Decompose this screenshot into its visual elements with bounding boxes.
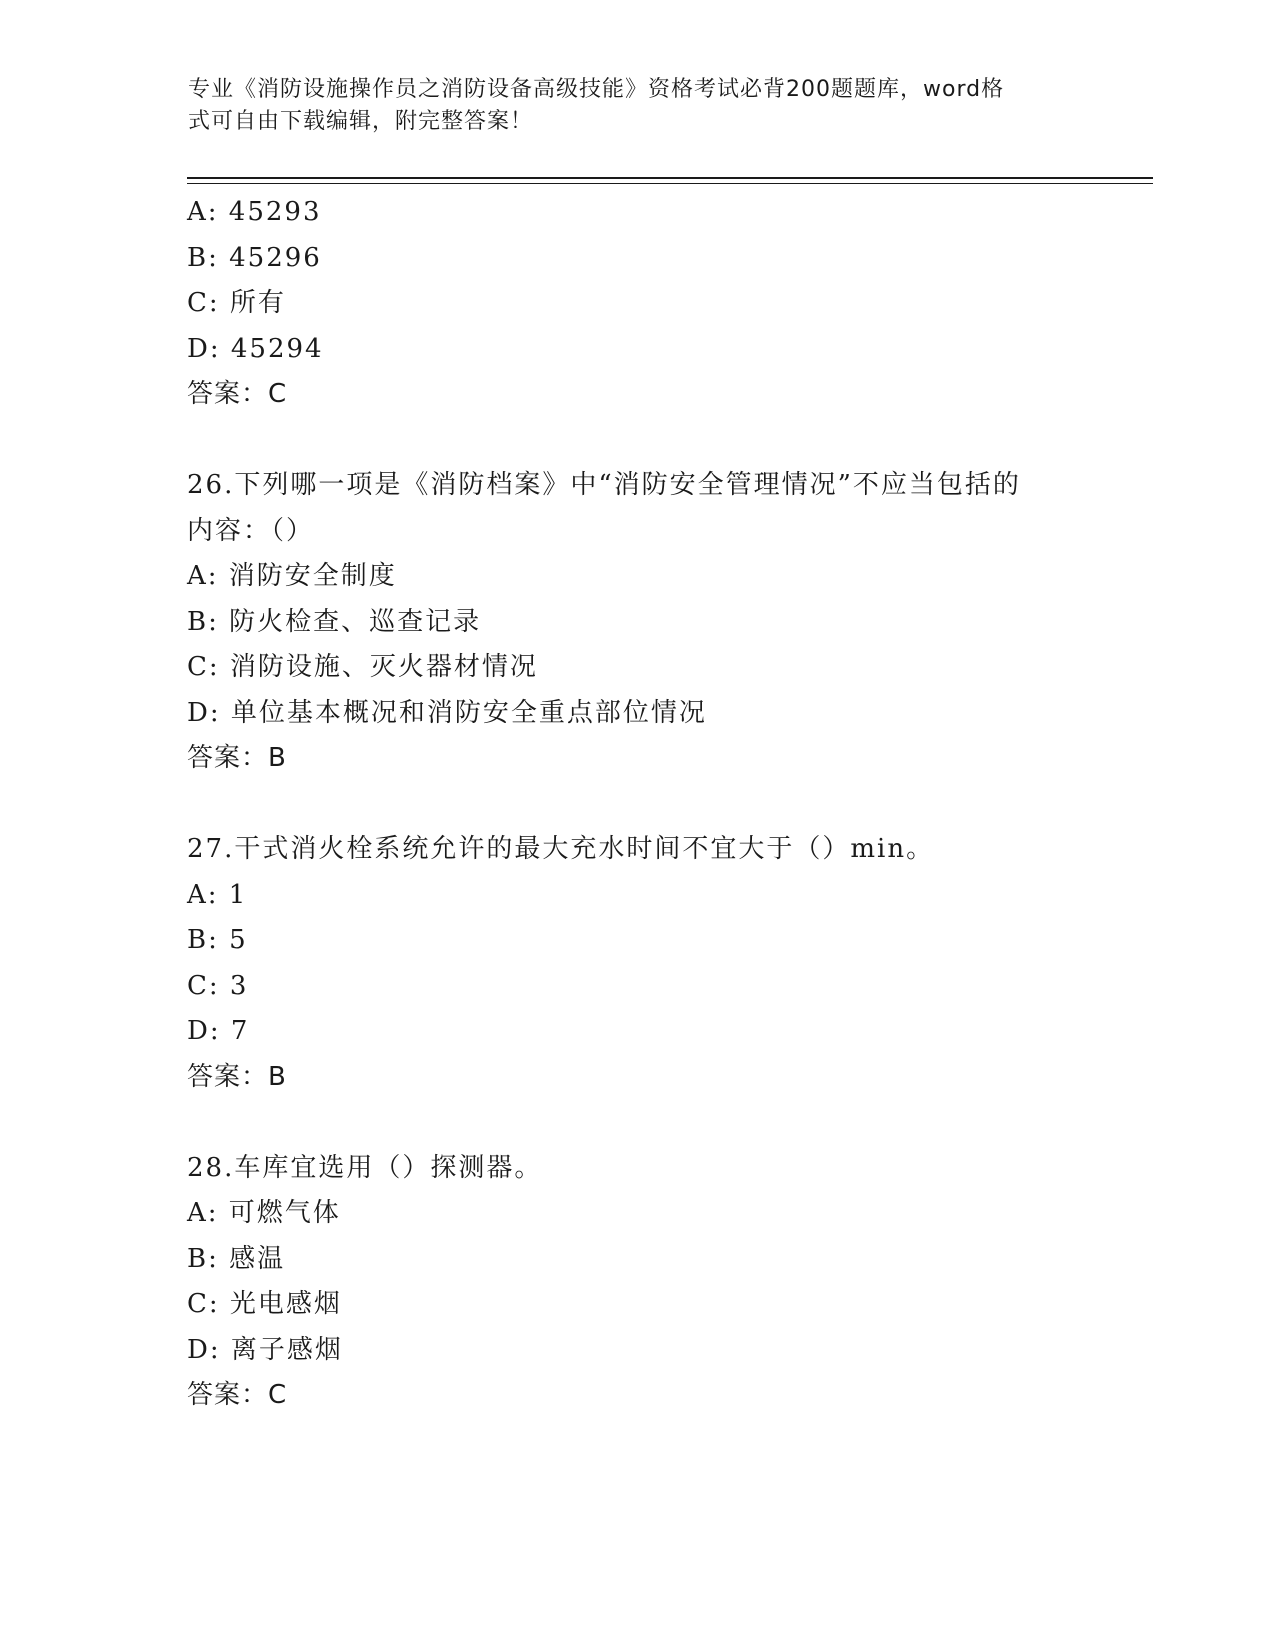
option-b: B: 感温 — [187, 1243, 286, 1274]
spacer — [187, 782, 1087, 828]
answer: 答案：C — [187, 379, 288, 409]
answer: 答案：C — [187, 1380, 288, 1410]
answer: 答案：B — [187, 743, 287, 773]
question-28 — [187, 1146, 1087, 1419]
question-26 — [187, 463, 1087, 782]
option-b: B: 5 — [187, 925, 248, 955]
spacer — [187, 1100, 1087, 1146]
option-c: C: 消防设施、灭火器材情况 — [187, 652, 538, 682]
header-divider-thin — [187, 183, 1153, 184]
option-d: D: 45294 — [187, 333, 324, 364]
answer: 答案：B — [187, 1061, 287, 1092]
option-a: A: 1 — [187, 879, 248, 910]
header-divider-thick — [187, 177, 1153, 179]
header-line-2: 式可自由下载编辑，附完整答案！ — [188, 109, 534, 134]
spacer — [187, 418, 1087, 464]
question-27 — [187, 827, 1087, 1100]
question-stem: 28.车库宜选用（）探测器。 — [187, 1152, 543, 1183]
question-list — [187, 190, 1087, 1419]
option-c: C: 光电感烟 — [187, 1289, 342, 1319]
option-d: D: 7 — [187, 1016, 250, 1046]
option-d: D: 单位基本概况和消防安全重点部位情况 — [187, 697, 707, 728]
option-b: B: 防火检查、巡查记录 — [187, 606, 482, 637]
question-25 — [187, 190, 1087, 418]
question-stem-continued: 内容：（） — [187, 515, 315, 546]
option-a: A: 可燃气体 — [187, 1198, 341, 1228]
option-b: B: 45296 — [187, 242, 322, 273]
document-header — [188, 74, 1068, 138]
question-stem: 27.干式消火栓系统允许的最大充水时间不宜大于（）min。 — [187, 834, 935, 864]
option-d: D: 离子感烟 — [187, 1334, 343, 1365]
option-c: C: 3 — [187, 970, 249, 1001]
question-stem: 26.下列哪一项是《消防档案》中“消防安全管理情况”不应当包括的 — [187, 470, 1021, 500]
option-a: A: 45293 — [187, 197, 322, 227]
option-c: C: 所有 — [187, 288, 286, 318]
option-a: A: 消防安全制度 — [187, 561, 397, 591]
header-line-1: 专业《消防设施操作员之消防设备高级技能》资格考试必背200题题库，word格 — [188, 77, 1005, 102]
